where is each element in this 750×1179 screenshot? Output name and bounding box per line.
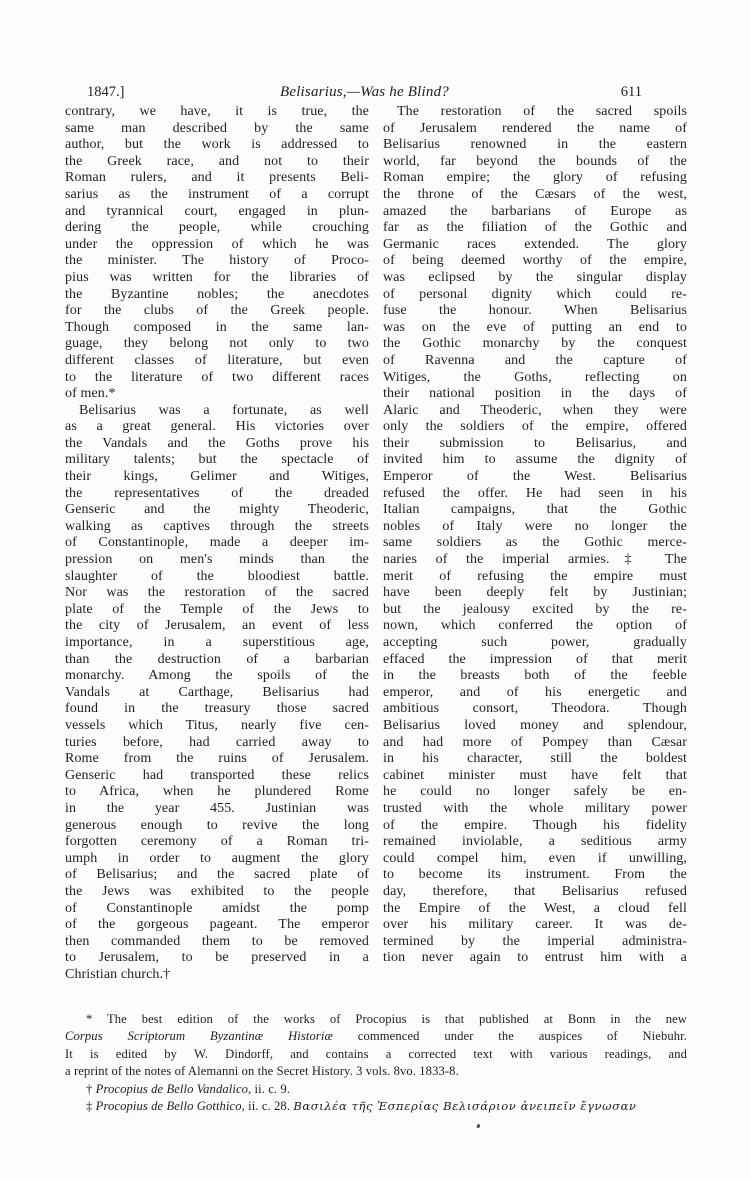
footnote-line — [65, 1081, 687, 1098]
text-line: pius was written for the libraries of — [65, 269, 369, 285]
footnote-line — [65, 1046, 687, 1063]
text-line: to become its instrument. From the — [383, 867, 687, 883]
text-line: world, far beyond the bounds of the — [383, 153, 687, 169]
text-line: Belisarius loved money and splendour, — [383, 717, 687, 733]
text-line: Rome from the ruins of Jerusalem. — [65, 751, 369, 767]
text-line: effaced the impression of that merit — [383, 651, 687, 667]
text-line: the throne of the Cæsars of the west, — [383, 186, 687, 202]
footnote-text: Procopius de Bello Gotthico — [95, 1099, 242, 1114]
text-line: military talents; but the spectacle of — [65, 452, 369, 468]
text-line: the minister. The history of Proco- — [65, 253, 369, 269]
left-column — [65, 104, 369, 986]
text-line: refused the offer. He had seen in his — [383, 485, 687, 501]
text-line: under the oppression of which he was — [65, 236, 369, 252]
text-line: Christian church.† — [65, 966, 171, 982]
text-line: Roman rulers, and it presents Beli- — [65, 170, 369, 186]
text-line: and had more of Pompey than Cæsar — [383, 734, 687, 750]
text-line: naries of the imperial armies.‡ The — [383, 552, 687, 568]
text-line: cabinet minister must have felt that — [383, 767, 687, 783]
footnote-text: a reprint of the notes of Alemanni on the Secret History. 3 vols. 8vo. 1833-8. — [65, 1064, 459, 1079]
text-line: invited him to assume the dignity of — [383, 452, 687, 468]
text-line: generous enough to revive the long — [65, 817, 369, 833]
footnote-text: , ii. c. 28. — [241, 1099, 294, 1114]
paragraph — [383, 104, 687, 967]
footnote-text: It is edited by W. Dindorff, and contains a corrected text with various readings, and — [65, 1046, 687, 1061]
text-line: same soldiers as the Gothic merce- — [383, 535, 687, 551]
text-line: pression on men's minds than the — [65, 552, 369, 568]
text-line: remained inviolable, a seditious army — [383, 834, 687, 850]
text-line: Witiges, the Goths, reflecting on — [383, 369, 687, 385]
paragraph — [65, 403, 369, 984]
text-line: of being deemed worthy of the empire, — [383, 253, 687, 269]
text-line: turies before, had carried away to — [65, 734, 369, 750]
text-line: to Jerusalem, to be preserved in a — [65, 950, 369, 966]
text-line: day, therefore, that Belisarius refused — [383, 883, 687, 899]
text-line: emperor, and of his energetic and — [383, 684, 687, 700]
text-line: only the soldiers of the empire, offered — [383, 419, 687, 435]
page-number: 611 — [620, 84, 642, 100]
text-line: could compel him, even if unwilling, — [383, 850, 687, 866]
text-line: merit of refusing the empire must — [383, 568, 687, 584]
text-line: contrary, we have, it is true, the — [65, 104, 369, 119]
text-line: but the jealousy excited by the re- — [383, 601, 687, 617]
text-line: to Africa, when he plundered Rome — [65, 784, 369, 800]
text-line: plate of the Temple of the Jews to — [65, 601, 369, 617]
text-line: as a great general. His victories over — [65, 419, 369, 435]
footnotes — [65, 1011, 687, 1115]
text-line: the Gothic monarchy by the conquest — [383, 336, 687, 352]
footnote-text: Procopius de Bello Vandalico — [95, 1081, 249, 1096]
text-line: termined by the imperial administra- — [383, 933, 687, 949]
text-line: umph in order to augment the glory — [65, 850, 369, 866]
text-line: the Empire of the West, a cloud fell — [383, 900, 687, 916]
text-line: over his military career. It was de- — [383, 917, 687, 933]
footnote-line — [65, 1028, 687, 1045]
text-line: guage, they belong not only to two — [65, 336, 369, 352]
text-line: Vandals at Carthage, Belisarius had — [65, 684, 369, 700]
text-line: in the year 455. Justinian was — [65, 800, 369, 816]
text-line: Genseric had transported these relics — [65, 767, 369, 783]
text-line: Genseric and the mighty Theoderic, — [65, 502, 369, 518]
text-line: amazed the barbarians of Europe as — [383, 203, 687, 219]
text-line: Alaric and Theoderic, when they were — [383, 402, 687, 418]
text-line: ambitious consort, Theodora. Though — [383, 701, 687, 717]
text-line: of Belisarius; and the sacred plate of — [65, 867, 369, 883]
text-line: trusted with the whole military power — [383, 800, 687, 816]
text-line: forgotten ceremony of a Roman tri- — [65, 834, 369, 850]
text-line: the Jews was exhibited to the people — [65, 883, 369, 899]
text-columns — [65, 104, 687, 986]
text-line: then commanded them to be removed — [65, 933, 369, 949]
text-line: have been deeply felt by Justinian; — [383, 585, 687, 601]
text-line: the representatives of the dreaded — [65, 485, 369, 501]
text-line: monarchy. Among the spoils of the — [65, 668, 369, 684]
text-line: their kings, Gelimer and Witiges, — [65, 469, 369, 485]
right-column — [383, 104, 687, 986]
footnote-line — [65, 1063, 687, 1080]
text-line: of Jerusalem rendered the name of — [383, 120, 687, 136]
volume-date: 1847.] — [87, 84, 125, 100]
footnote-text: * The best edition of the works of Procopius is that published at Bonn in the new — [86, 1012, 687, 1026]
text-line: Roman empire; the glory of refusing — [383, 170, 687, 186]
text-line: tion never again to entrust him with a — [383, 950, 687, 966]
text-line: found in the treasury those sacred — [65, 701, 369, 717]
page-header — [65, 84, 687, 101]
text-line: of Ravenna and the capture of — [383, 352, 687, 368]
text-line: the city of Jerusalem, an event of less — [65, 618, 369, 634]
text-line: of personal dignity which could re- — [383, 286, 687, 302]
text-line: Germanic races extended. The glory — [383, 236, 687, 252]
text-line: of Constantinople amidst the pomp — [65, 900, 369, 916]
text-line: he could no longer safely be en- — [383, 784, 687, 800]
text-line: than the destruction of a barbarian — [65, 651, 369, 667]
text-line: Nor was the restoration of the sacred — [65, 585, 369, 601]
text-line: walking as captives through the streets — [65, 518, 369, 534]
running-title: Belisarius,—Was he Blind? — [279, 84, 450, 100]
text-line: far as the filiation of the Gothic and — [383, 220, 687, 236]
text-line: different classes of literature, but even — [65, 352, 369, 368]
text-line: for the clubs of the Greek people. — [65, 303, 369, 319]
footnote-line — [65, 1098, 687, 1115]
text-line: Though composed in the same lan- — [65, 319, 369, 335]
footnote-text: , ii. c. 9. — [248, 1081, 291, 1096]
text-line: The restoration of the sacred spoils — [397, 104, 687, 119]
text-line: importance, in a superstitious age, — [65, 635, 369, 650]
text-line: and tyrannical court, engaged in plun- — [65, 203, 369, 219]
text-line: their submission to Belisarius, and — [383, 435, 687, 451]
text-line: to the literature of two different races — [65, 369, 369, 385]
text-line: dering the people, while crouching — [65, 220, 369, 236]
text-line: Belisarius was a fortunate, as well — [79, 402, 369, 418]
text-line: was on the eve of putting an end to — [383, 319, 687, 335]
text-line: of the gorgeous pageant. The emperor — [65, 917, 369, 933]
footnote-text: † — [86, 1081, 96, 1096]
text-line: the Greek race, and not to their — [65, 153, 369, 169]
text-line: nown, which conferred the option of — [383, 618, 687, 634]
footnote-text: ‡ — [86, 1099, 96, 1114]
footnote-text: Corpus Scriptorum Byzantinæ Historiæ — [65, 1029, 333, 1044]
footnote-line — [65, 1011, 687, 1028]
text-line: in the breasts both of the feeble — [383, 668, 687, 684]
text-line: fuse the honour. When Belisarius — [383, 303, 687, 319]
text-line: Belisarius renowned in the eastern — [383, 137, 687, 153]
text-line: Emperor of the West. Belisarius — [383, 469, 687, 485]
ink-speck — [476, 1124, 480, 1129]
text-line: of Constantinople, made a deeper im- — [65, 535, 369, 551]
paragraph — [65, 104, 369, 403]
text-line: accepting such power, gradually — [383, 635, 687, 650]
text-line: same man described by the same — [65, 120, 369, 136]
text-line: of men.* — [65, 386, 116, 402]
text-line: Italian campaigns, that the Gothic — [383, 502, 687, 518]
text-line: the Byzantine nobles; the anecdotes — [65, 286, 369, 302]
text-line: in his character, still the boldest — [383, 751, 687, 767]
text-line: slaughter of the bloodiest battle. — [65, 568, 369, 584]
text-line: of the empire. Though his fidelity — [383, 817, 687, 833]
text-line: the Vandals and the Goths prove his — [65, 435, 369, 451]
text-line: vessels which Titus, nearly five cen- — [65, 717, 369, 733]
text-line: sarius as the instrument of a corrupt — [65, 186, 369, 202]
text-line: their national position in the days of — [383, 386, 687, 402]
footnote-text: commenced under the auspices of Niebuhr. — [333, 1029, 687, 1044]
text-line: was eclipsed by the singular display — [383, 269, 687, 285]
text-line: author, but the work is addressed to — [65, 137, 369, 153]
text-line: nobles of Italy were no longer the — [383, 518, 687, 534]
greek-citation: Βασιλέα τῆς Ἑσπερίας Βελισάριον ἀνειπεῖν ἔγνωσαν — [293, 1099, 637, 1114]
